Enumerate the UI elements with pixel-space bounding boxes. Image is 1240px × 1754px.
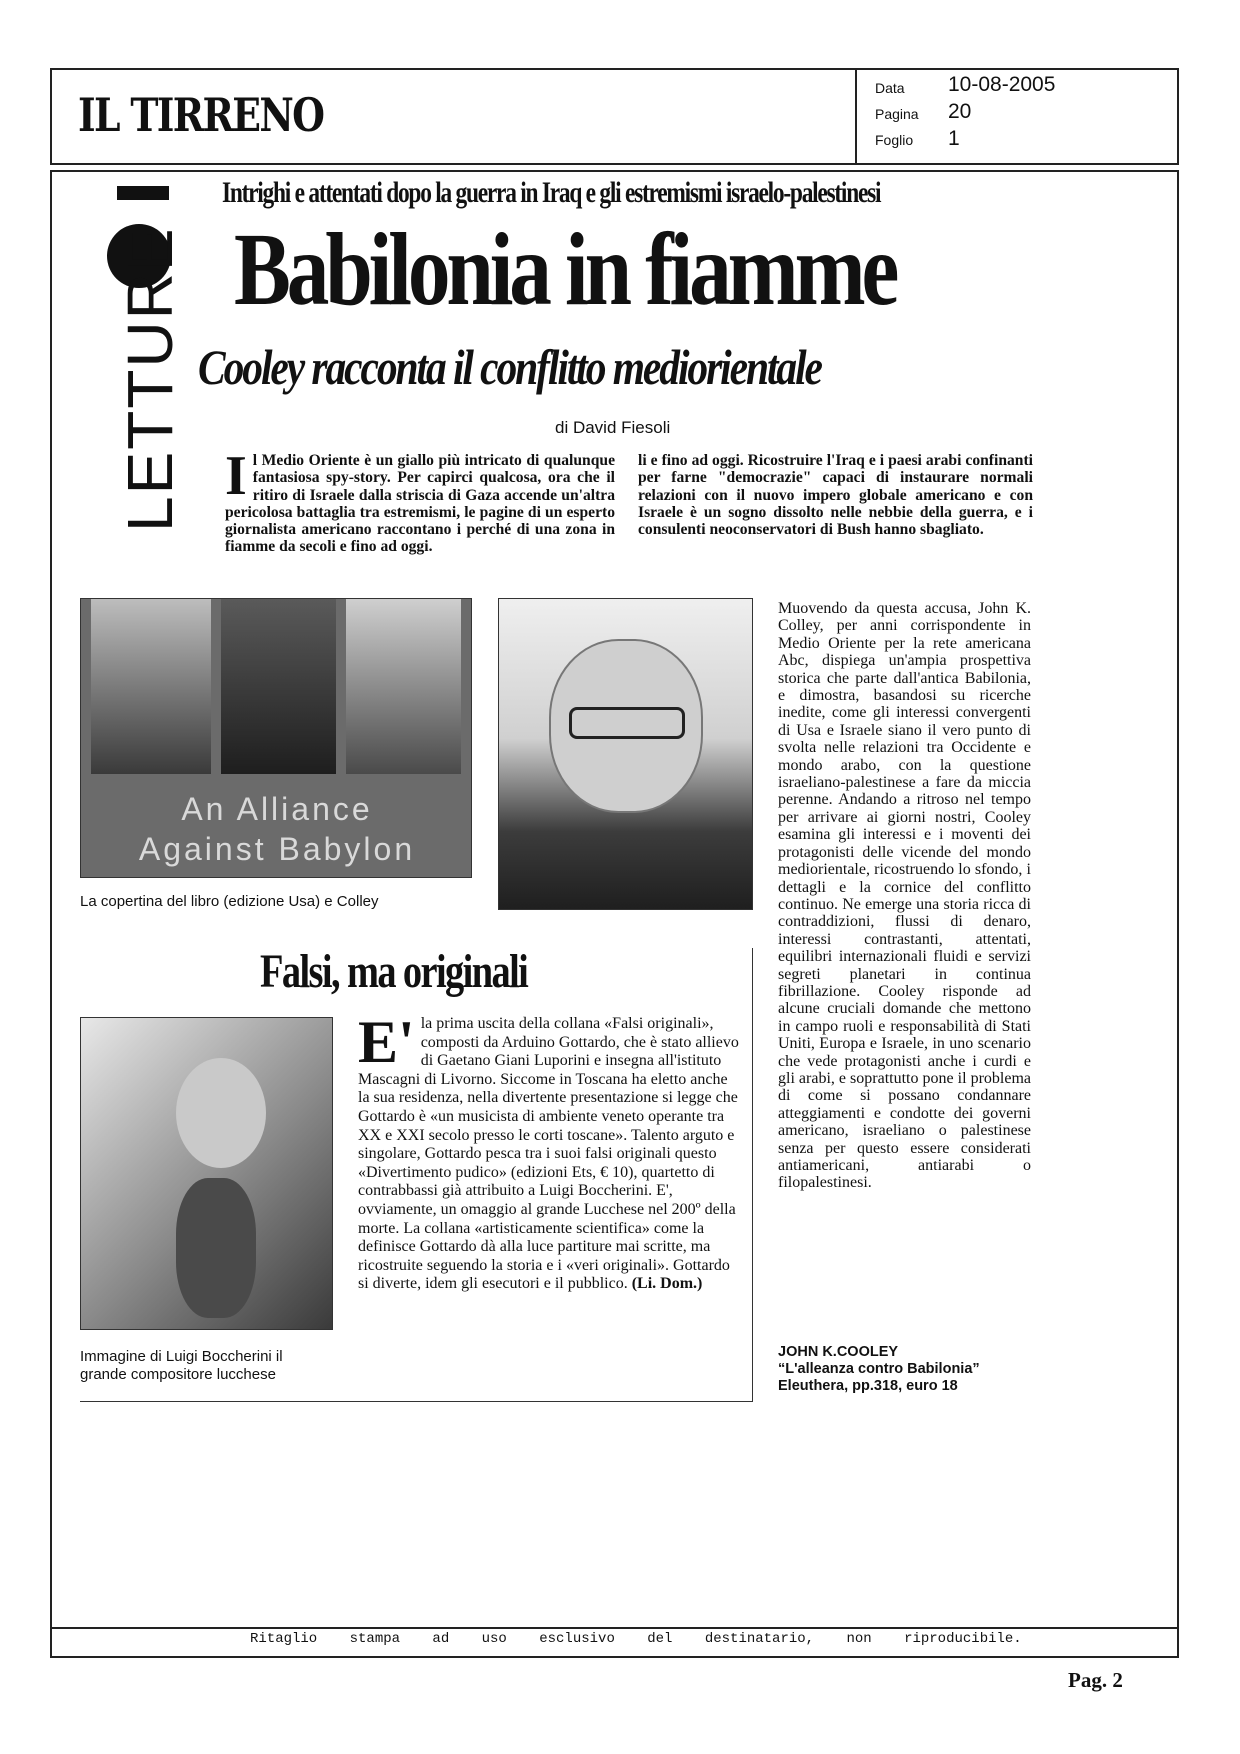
article-subheadline: Cooley racconta il conflitto mediorientale — [198, 339, 821, 395]
sidebar-dropcap: E' — [358, 1009, 415, 1075]
lead-column-2 — [638, 452, 1033, 538]
page-number: Pag. 2 — [1068, 1668, 1123, 1692]
sidebar-body: la prima uscita della collana «Falsi originali», composti da Arduino Gottardo, che è stato allievo di Gaetano Giani Luporini e insegna all'istituto Mascagni di Livorno. Siccome in Toscana ha eletto anche la sua residenza, nella divertente presentazione si legge che Gottardo è «un musicista di ambiente veneto operante tra XX e XXI secolo presso le corti toscane». Talento arguto e singolare, Gottardo pesca tra i suoi falsi originali questo «Divertimento pudico» (edizioni Ets, € 10), quartetto di contrabbassi già attribuito a Luigi Boccherini. E', ovviamente, un omaggio al grande Lucchese nel 200º della morte. La collana «artisticamente scientifica» come la definisce Gottardo dà alla luce partiture mai scritte, ma ricostruite seguendo la storia e i «veri originali». Gottardo si diverte, idem gli esecutori e il pubblico. — [358, 1015, 739, 1293]
newspaper-title: IL TIRRENO — [78, 88, 324, 142]
cover-title-line-2: Against Babylon — [138, 831, 416, 867]
footer-divider — [50, 1627, 1179, 1629]
article-kicker: Intrighi e attentati dopo la guerra in Iraq e gli estremismi israelo-palestinesi — [222, 176, 881, 209]
cover-caption: La copertina del libro (edizione Usa) e Colley — [80, 893, 379, 910]
footer-notice: Ritaglio stampa ad uso esclusivo del destinatario, non riproducibile. — [250, 1631, 1022, 1647]
cello-shape — [176, 1178, 256, 1318]
lead-dropcap: I — [225, 445, 247, 507]
lead-text-2: li e fino ad oggi. Ricostruire l'Iraq e i paesi arabi confinanti per farne "democrazie" capaci di instaurare normali relazioni con il nuovo impero globale americano e con Israele è un sogno dissolto nelle nebbie della guerra, e i consulenti neoconservatori di Bush hanno sbagliato. — [638, 452, 1033, 539]
sidebar-title: Falsi, ma originali — [260, 945, 528, 998]
sidebar-text — [358, 1009, 740, 1294]
boccherini-figure — [176, 1058, 266, 1168]
article-byline: di David Fiesoli — [555, 418, 671, 437]
section-label: LETTURE — [114, 226, 186, 532]
book-info — [778, 1344, 980, 1395]
sidebar-left-rule — [752, 948, 753, 1402]
book-publisher: Eleuthera, pp.318, euro 18 — [778, 1378, 958, 1394]
book-author: JOHN K.COOLEY — [778, 1344, 899, 1360]
author-portrait — [498, 598, 753, 910]
page-label: Pagina — [875, 106, 919, 122]
sheet-value: 1 — [948, 127, 960, 150]
cover-title-line-1: An Alliance — [181, 791, 373, 827]
lead-text-1: l Medio Oriente è un giallo più intricato di qualunque fantasiosa spy-story. Per capirci qualcosa, ora che il ritiro di Israele dalla striscia di Gaza accende un'altra pericolosa battaglia tra estremismi, le pagine di un esperto giornalista americano raccontano i perché di una zona in fiamme da secoli e fino ad oggi. — [225, 452, 615, 556]
boccherini-image — [80, 1017, 333, 1330]
section-bar — [117, 186, 169, 200]
page-value: 20 — [948, 100, 972, 123]
article-body: Muovendo da questa accusa, John K. Colley, per anni corrispondente in Medio Oriente per la rete americana Abc, dispiega un'ampia prospettiva storica che parte dall'antica Babilonia, e dimostra, basandosi su ricerche inedite, come gli interessi convergenti di Usa e Israele siano il vero punto di svolta nelle relazioni tra Occidente e mondo arabo, con la questione israeliano-palestinese a fare da miccia perenne. Andando a ritroso nel tempo per arrivare ai giorni nostri, Cooley esamina gli interessi e i moventi dei protagonisti delle vicende del mondo mediorientale, ricostruendo lo sfondo, i dettagli e la cornice del conflitto continuo. Ne emerge una storia ricca di contraddizioni, flussi di denaro, interessi contrastanti, attentati, equilibri internazionali fluidi e servizi segreti planetari in continua fibrillazione. Cooley risponde ad alcune cruciali domande che mettono in campo ruoli e responsabilità di Stati Uniti, Europa e Israele, in uno scenario che vede protagonisti anche i curdi e gli arabi, e soprattutto pone il problema di come si possano condannare atteggiamenti e condotte dei governi americano, israeliano o palestinese senza per questo essere considerati antiamericani, antiarabi o filopalestinesi. — [778, 600, 1031, 1192]
cover-portrait-3 — [346, 599, 461, 774]
boccherini-caption: Immagine di Luigi Boccherini il grande compositore lucchese — [80, 1348, 283, 1383]
book-title: “L'alleanza contro Babilonia” — [778, 1361, 980, 1377]
date-value: 10-08-2005 — [948, 73, 1056, 96]
lead-column-1 — [225, 445, 615, 556]
cover-portrait-2 — [221, 599, 336, 774]
sheet-label: Foglio — [875, 132, 914, 148]
article-headline: Babilonia in fiamme — [234, 212, 896, 327]
portrait-glasses — [569, 707, 685, 739]
sidebar-signature: (Li. Dom.) — [631, 1275, 703, 1293]
date-label: Data — [875, 80, 905, 96]
cover-portrait-1 — [91, 599, 211, 774]
masthead-divider — [855, 68, 857, 165]
sidebar-bottom-rule — [80, 1401, 753, 1402]
book-cover-image — [80, 598, 472, 878]
